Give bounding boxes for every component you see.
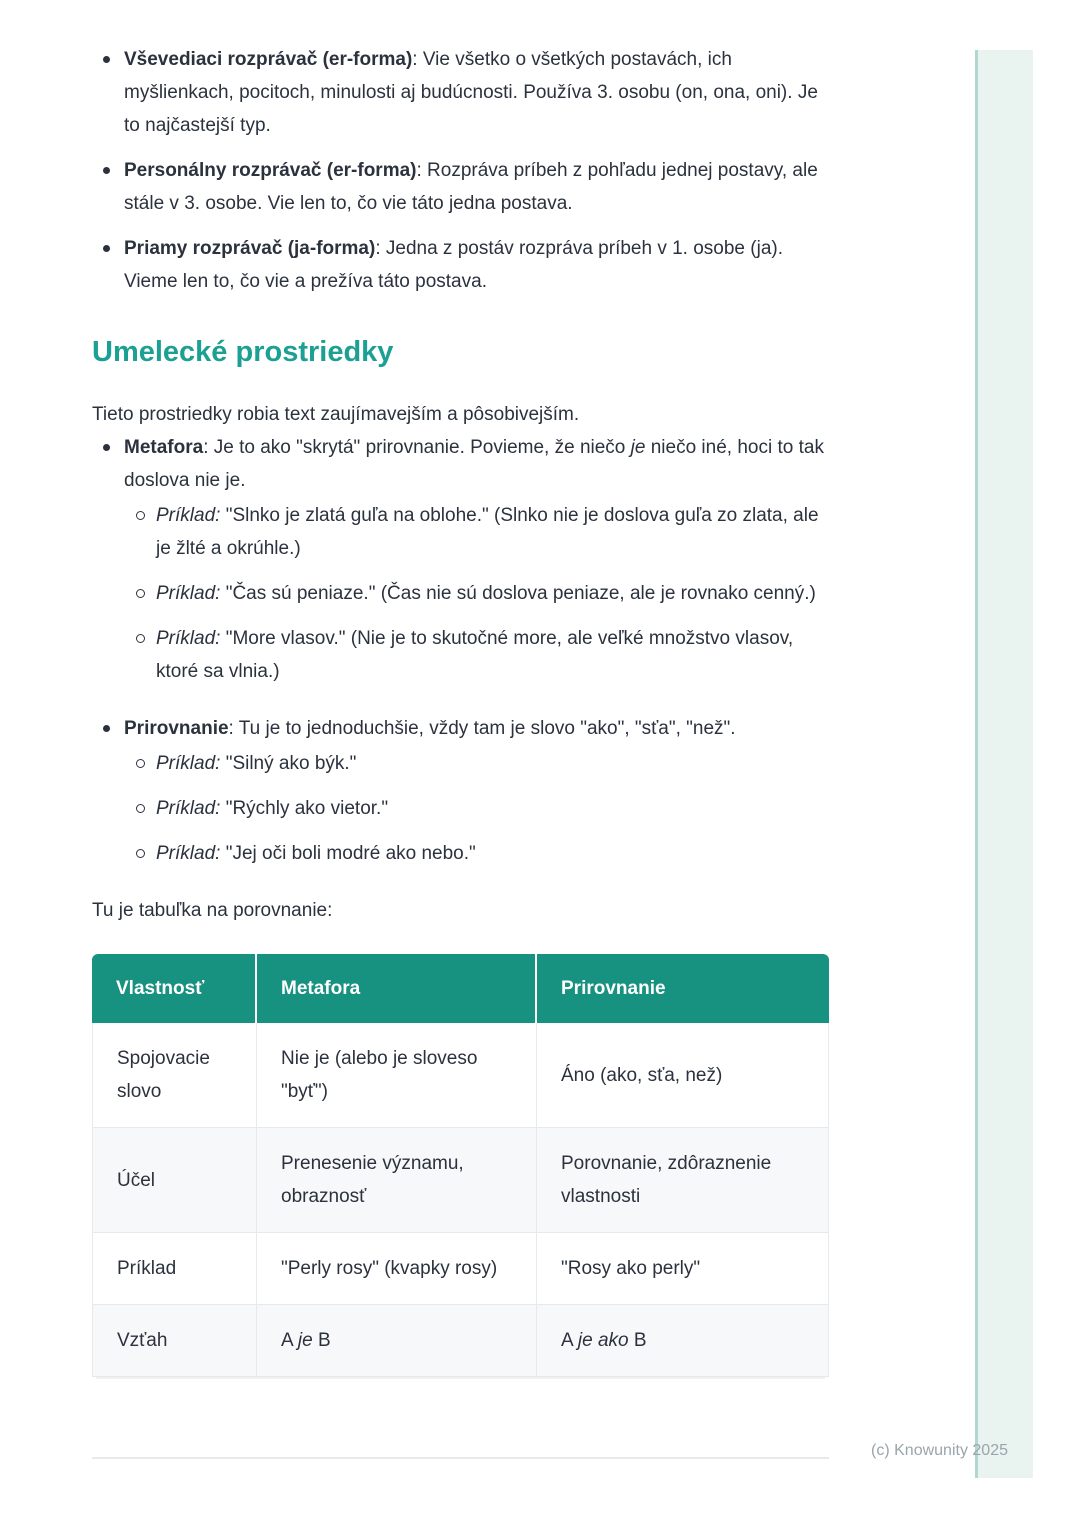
header-cell-metafora: Metafora [257,954,537,1023]
example-text: "Silný ako býk." [220,753,357,774]
example-item [124,577,830,610]
body-text: : Je to ako "skrytá" prirovnanie. Povieme, že niečo [203,437,631,458]
body-text: : Jedna z postáv rozpráva príbeh v 1. osobe (ja). Vieme len to, čo vie a prežíva táto postava. [124,238,783,292]
example-text: "Čas sú peniaze." (Čas nie sú doslova peniaze, ale je rovnako cenný.) [220,583,816,604]
cell-prirovnanie: "Rosy ako perly" [537,1233,829,1305]
body-text: : Vie všetko o všetkých postavách, ich myšlienkach, pocitoch, minulosti aj budúcnosti. Používa 3. osobu (on, ona, oni). Je to najčastejší typ. [124,49,818,136]
table-row [92,1128,829,1233]
cell-property: Spojovacie slovo [92,1023,257,1128]
cell-property: Účel [92,1128,257,1233]
example-item [124,499,830,565]
example-item [124,837,830,870]
example-label: Príklad: [156,753,221,774]
body-text: B [312,1330,331,1351]
example-label: Príklad: [156,505,221,526]
cell-metafora: Prenesenie významu, obraznosť [257,1128,537,1233]
metafora-item [92,431,830,688]
cell-property: Vzťah [92,1305,257,1377]
comparison-table [92,954,829,1377]
example-label: Príklad: [156,628,221,649]
body-text: A [281,1330,298,1351]
list-item [92,232,830,298]
prirovnanie-examples [124,747,830,870]
term-text: Vševediaci rozprávač (er-forma) [124,49,413,70]
footer-divider [92,1457,829,1459]
cell-metafora [257,1305,537,1377]
page-edge-stripe [975,50,1033,1478]
document-content [92,0,830,1377]
cell-property: Príklad [92,1233,257,1305]
metafora-examples [124,499,830,688]
table-intro: Tu je tabuľka na porovnanie: [92,900,333,921]
example-label: Príklad: [156,843,221,864]
cell-metafora: "Perly rosy" (kvapky rosy) [257,1233,537,1305]
body-text: B [628,1330,647,1351]
emphasis-text: je [297,1330,313,1351]
header-cell-vlastnost: Vlastnosť [92,954,257,1023]
table-row [92,1305,829,1377]
example-text: "Slnko je zlatá guľa na oblohe." (Slnko nie je doslova guľa zo zlata, ale je žlté a okrúhle.) [156,505,819,559]
example-item [124,622,830,688]
example-item [124,792,830,825]
example-text: "Jej oči boli modré ako nebo." [220,843,476,864]
example-label: Príklad: [156,583,221,604]
cell-metafora: Nie je (alebo je sloveso "byť") [257,1023,537,1128]
devices-list [92,431,830,870]
page-section-heading: Umelecké prostriedky [92,336,394,368]
header-cell-prirovnanie: Prirovnanie [537,954,829,1023]
cell-prirovnanie: Áno (ako, sťa, než) [537,1023,829,1128]
cell-prirovnanie: Porovnanie, zdôraznenie vlastnosti [537,1128,829,1233]
example-text: "More vlasov." (Nie je to skutočné more, ale veľké množstvo vlasov, ktoré sa vlnia.) [156,628,794,682]
list-item [92,43,830,142]
intro-paragraph: Tieto prostriedky robia text zaujímavejším a pôsobivejším. [92,404,580,425]
copyright-text: (c) Knowunity 2025 [871,1442,1008,1459]
table-row [92,1233,829,1305]
emphasis-text: je ako [577,1330,629,1351]
table-header-row [92,954,829,1023]
prirovnanie-item [92,712,830,870]
narrator-list [92,43,830,298]
example-label: Príklad: [156,798,221,819]
body-text: : Tu je to jednoduchšie, vždy tam je slovo "ako", "sťa", "než". [228,718,736,739]
example-text: "Rýchly ako vietor." [220,798,389,819]
term-text: Priamy rozprávač (ja-forma) [124,238,376,259]
cell-prirovnanie [537,1305,829,1377]
body-text: niečo iné, hoci to tak doslova nie je. [124,437,824,491]
example-item [124,747,830,780]
term-text: Prirovnanie [124,718,229,739]
table-row [92,1023,829,1128]
emphasis-text: je [630,437,646,458]
term-text: Personálny rozprávač (er-forma) [124,160,417,181]
body-text: A [561,1330,578,1351]
term-text: Metafora [124,437,204,458]
body-text: : Rozpráva príbeh z pohľadu jednej postavy, ale stále v 3. osobe. Vie len to, čo vie táto jedna postava. [124,160,818,214]
list-item [92,154,830,220]
